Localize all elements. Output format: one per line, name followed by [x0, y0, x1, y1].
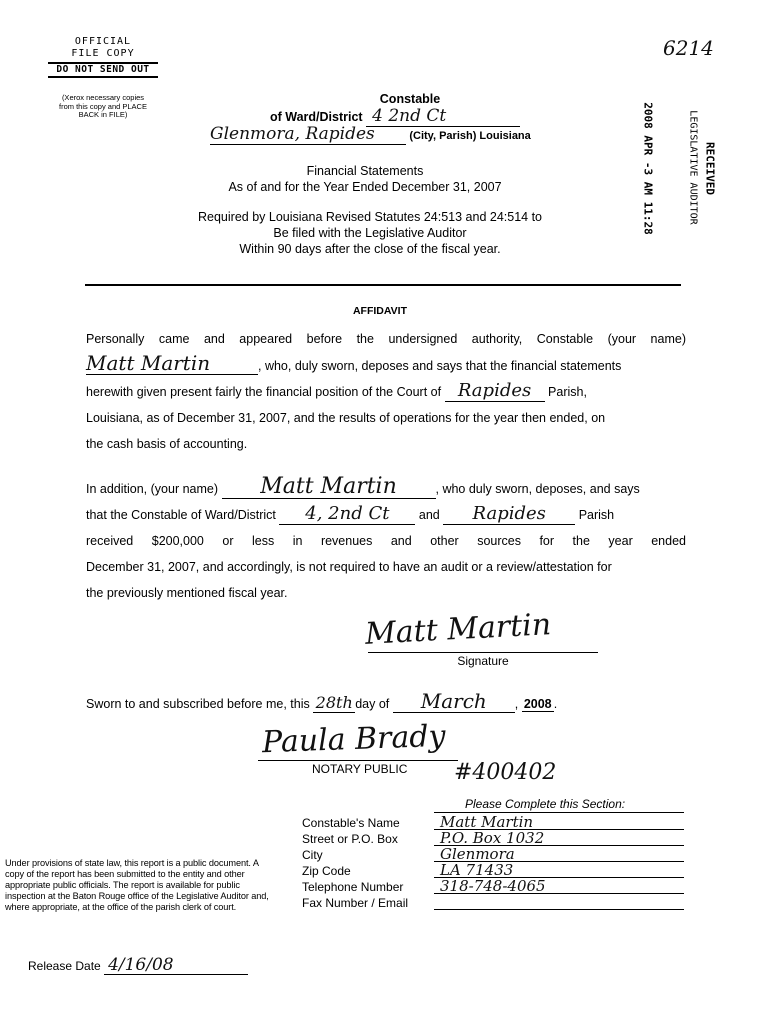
p1-constable-name: Matt Martin — [86, 352, 258, 375]
p2-text-f: December 31, 2007, and accordingly, is not required to have an audit or a review/attestation for — [86, 560, 612, 574]
p1-line-5 — [86, 431, 686, 457]
p2-line-3 — [86, 528, 686, 554]
p1-text-a: Personally came and appeared before the undersigned authority, Constable (your name) — [86, 332, 686, 346]
p1-line-1 — [86, 326, 686, 352]
contact-row — [302, 846, 692, 862]
contact-value: P.O. Box 1032 — [434, 830, 684, 846]
p2-line-5 — [86, 580, 686, 606]
contact-value: Glenmora — [434, 846, 684, 862]
corner-file-number: 6214 — [663, 36, 714, 60]
contact-label: Fax Number / Email — [302, 896, 409, 910]
contact-label: City — [302, 848, 323, 862]
p2-constable-name: Matt Martin — [222, 476, 436, 499]
sworn-year: 2008 — [522, 697, 554, 712]
contact-row — [302, 814, 692, 830]
p2-text-d: Parish — [578, 508, 615, 522]
p2-text-and: and — [418, 508, 440, 522]
sworn-month: March — [393, 690, 515, 713]
p2-text-a: In addition, (your name) — [86, 482, 219, 496]
release-date-value: 4/16/08 — [104, 956, 248, 975]
p1-parish: Rapides — [445, 381, 545, 402]
sworn-text-c: , — [514, 697, 519, 711]
p2-line-2 — [86, 502, 686, 528]
stamp-line-official: OFFICIAL — [74, 36, 132, 47]
contact-label: Telephone Number — [302, 880, 404, 894]
stamp-line-file-copy: FILE COPY — [71, 48, 135, 59]
place-suffix: (City, Parish) Louisiana — [409, 130, 531, 142]
ward-value: 4 2nd Ct — [366, 106, 520, 127]
affidavit-paragraph-1 — [86, 326, 686, 457]
header-title: Constable — [379, 92, 441, 106]
place-line — [210, 124, 590, 145]
p1-text-d: Parish, — [548, 385, 587, 399]
notary-signature-line — [258, 760, 458, 761]
received-stamp — [640, 88, 730, 258]
fs-title: Financial Statements — [306, 164, 424, 178]
p1-text-e: Louisiana, as of December 31, 2007, and the results of operations for the year then ended, on — [86, 411, 606, 425]
contact-row — [302, 830, 692, 846]
section-divider — [85, 284, 681, 286]
place-value: Glenmora, Rapides — [210, 124, 406, 145]
p2-text-c: that the Constable of Ward/District — [86, 508, 276, 522]
p2-line-1 — [86, 476, 686, 502]
contact-label: Street or P.O. Box — [302, 832, 398, 846]
constable-signature: Matt Martin — [364, 607, 552, 652]
contact-row — [302, 862, 692, 878]
contact-value — [434, 894, 684, 910]
contact-value: 318-748-4065 — [434, 878, 684, 894]
sworn-day: 28th — [313, 694, 355, 713]
notary-number: #400402 — [454, 760, 557, 785]
ward-label: of Ward/District — [270, 110, 363, 124]
p1-line-3 — [86, 379, 686, 405]
filing-requirement: Be filed with the Legislative Auditor — [273, 226, 467, 240]
p1-line-4 — [86, 405, 686, 431]
contact-value: LA 71433 — [434, 862, 684, 878]
received-stamp-line-2: LEGISLATIVE AUDITOR — [687, 110, 699, 225]
contact-row — [302, 894, 692, 910]
statute-requirement: Required by Louisiana Revised Statutes 24:513 and 24:514 to — [198, 210, 542, 224]
p1-text-b: , who, duly sworn, deposes and says that the financial statements — [258, 359, 622, 373]
signature-label: Signature — [457, 654, 509, 668]
sworn-line — [86, 690, 686, 713]
contact-row — [302, 878, 692, 894]
p2-parish: Rapides — [443, 504, 575, 525]
filing-deadline: Within 90 days after the close of the fiscal year. — [239, 242, 501, 256]
received-stamp-line-3: 2008 APR -3 AM 11:28 — [641, 102, 655, 235]
contact-label: Zip Code — [302, 864, 351, 878]
official-file-copy-stamp — [48, 36, 158, 78]
p2-ward: 4, 2nd Ct — [279, 504, 415, 525]
p1-line-2 — [86, 352, 686, 379]
p2-text-e: received $200,000 or less in revenues and other sources for the year ended — [86, 534, 686, 548]
release-date-label: Release Date — [28, 959, 101, 973]
release-date-row — [28, 956, 248, 975]
public-document-notice: Under provisions of state law, this report is a public document. A copy of the report has been submitted to the entity and other appropriate public officials. The report is available for public inspection at the Baton Rouge office of the Legislative Auditor and, where appropriate, at the office of the parish clerk of court. — [5, 858, 269, 912]
stamp-instructions: (Xerox necessary copies from this copy and PLACE BACK in FILE) — [59, 93, 147, 119]
signature-line — [368, 652, 598, 653]
p1-text-f: the cash basis of accounting. — [86, 437, 248, 451]
p1-text-c: herewith given present fairly the financial position of the Court of — [86, 385, 442, 399]
sworn-text-b: day of — [355, 697, 390, 711]
sworn-text-a: Sworn to and subscribed before me, this — [86, 697, 310, 711]
sworn-text-d: . — [553, 697, 558, 711]
notary-label: NOTARY PUBLIC — [312, 762, 408, 776]
affidavit-paragraph-2 — [86, 476, 686, 606]
affidavit-heading: AFFIDAVIT — [352, 305, 408, 317]
stamp-line-do-not-send: DO NOT SEND OUT — [48, 62, 158, 78]
contact-label: Constable's Name — [302, 816, 400, 830]
fs-period: As of and for the Year Ended December 31, 2007 — [228, 180, 502, 194]
contact-value: Matt Martin — [434, 814, 684, 830]
p2-text-g: the previously mentioned fiscal year. — [86, 586, 288, 600]
p2-text-b: , who duly sworn, deposes, and says — [435, 482, 640, 496]
notary-signature: Paula Brady — [261, 718, 447, 761]
contact-heading: Please Complete this Section: — [465, 797, 626, 811]
p2-line-4 — [86, 554, 686, 580]
received-stamp-line-1: RECEIVED — [703, 142, 717, 195]
